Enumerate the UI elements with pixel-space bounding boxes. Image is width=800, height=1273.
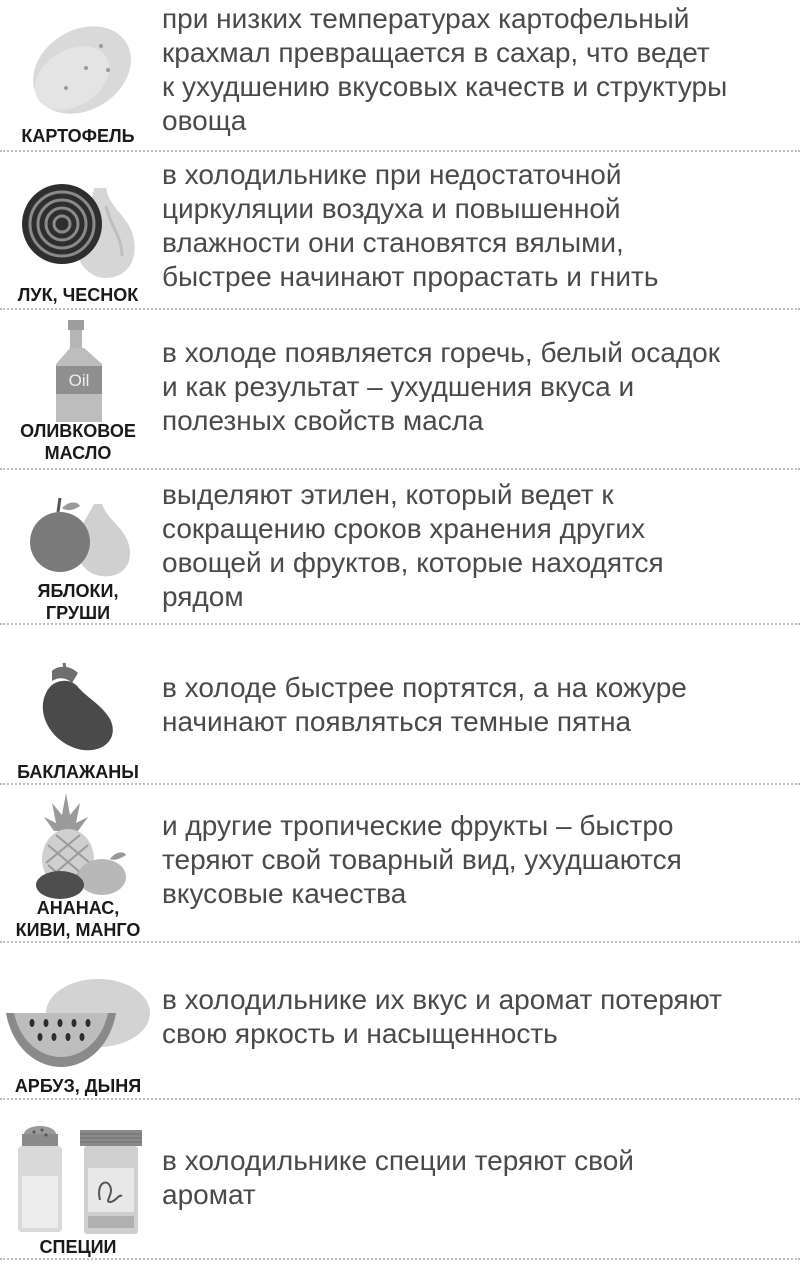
oil-label-text: Oil: [68, 371, 90, 390]
divider: [0, 1258, 800, 1260]
item-label: АРБУЗ, ДЫНЯ: [14, 1076, 142, 1096]
apple-pear-icon: [6, 490, 150, 580]
list-item-eggplants: [0, 625, 800, 785]
onion-garlic-icon: [6, 166, 150, 281]
potato-icon: [6, 8, 150, 118]
list-item-tropical-fruits: [0, 785, 800, 943]
spices-icon: [6, 1124, 150, 1236]
watermelon-melon-icon: [6, 971, 150, 1071]
item-label: АНАНАС, КИВИ, МАНГО: [15, 898, 141, 940]
eggplant-icon: [6, 653, 150, 753]
item-label: КАРТОФЕЛЬ: [21, 126, 135, 146]
item-description: при низких температурах картофельный крахмал превращается в сахар, что ведет к ухудшению вкусовых качеств и структуры овоща: [162, 3, 728, 136]
item-description: в холодильнике при недостаточной циркуляции воздуха и повышенной влажности они становятся вялыми, быстрее начинают прорастать и гнить: [162, 159, 659, 292]
item-label: ЯБЛОКИ, ГРУШИ: [37, 581, 119, 623]
item-label: ЛУК, ЧЕСНОК: [17, 285, 139, 305]
list-item-potato: [0, 0, 800, 152]
item-description: и другие тропические фрукты – быстро теряют свой товарный вид, ухудшаются вкусовые качества: [162, 810, 682, 909]
list-item-spices: [0, 1100, 800, 1260]
item-description: в холодильнике их вкус и аромат потеряют свою яркость и насыщенность: [162, 984, 722, 1049]
list-item-onion-garlic: [0, 152, 800, 310]
item-description: в холоде появляется горечь, белый осадок и как результат – ухудшения вкуса и полезных свойств масла: [162, 337, 720, 436]
item-description: выделяют этилен, который ведет к сокращению сроков хранения других овощей и фруктов, которые находятся рядом: [162, 479, 664, 612]
item-label: СПЕЦИИ: [39, 1237, 117, 1257]
oil-bottle-icon: [6, 318, 150, 423]
item-description: в холоде быстрее портятся, а на кожуре начинают появляться темные пятна: [162, 672, 687, 737]
list-item-apples-pears: [0, 470, 800, 625]
tropical-fruits-icon: [6, 789, 150, 899]
item-label: ОЛИВКОВОЕ МАСЛО: [20, 421, 136, 463]
list-item-olive-oil: [0, 310, 800, 470]
item-description: в холодильнике специи теряют свой аромат: [162, 1145, 634, 1210]
item-label: БАКЛАЖАНЫ: [17, 762, 139, 782]
list-item-watermelon-melon: [0, 943, 800, 1100]
